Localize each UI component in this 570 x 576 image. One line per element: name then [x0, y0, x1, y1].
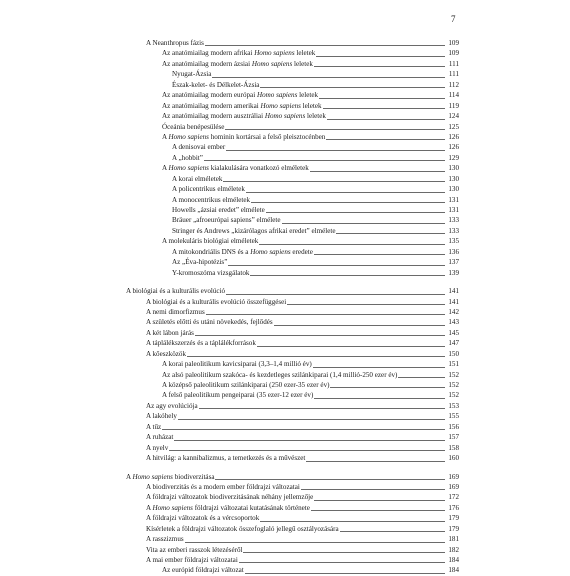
dot-leader: [146, 419, 445, 420]
toc-entry-page: 179: [448, 514, 459, 523]
toc-entry: [126, 286, 459, 296]
toc-entry-title: A Homo sapiens hominin kortársai a felső pleisztocénben: [162, 132, 326, 141]
toc-entry: [162, 90, 459, 100]
toc-entry-title: A születés előtti és utáni növekedés, fejlődés: [146, 318, 273, 327]
toc-entry-title: Howells „ázsiai eredet” elmélete: [172, 206, 265, 214]
toc-entry: [172, 69, 459, 79]
page-number: 7: [451, 14, 456, 24]
toc-entry-title: A Homo sapiens biodiverzitása: [126, 472, 215, 481]
toc-entry-page: 130: [448, 185, 459, 194]
dot-leader: [146, 429, 445, 430]
toc-entry-title: A földrajzi változatok és a vércsoportok: [146, 514, 260, 523]
toc-entry-title: A középső paleolitikum szilánkiparai (250 ezer-35 ezer év): [162, 381, 330, 389]
toc-entry-title: A denisovai ember: [172, 143, 226, 152]
toc-entry: [146, 453, 459, 463]
toc-entry-page: 172: [448, 493, 459, 502]
toc-entry-page: 155: [448, 412, 459, 421]
toc-entry: [172, 247, 459, 257]
toc-entry: [146, 503, 459, 513]
toc-entry: [146, 545, 459, 555]
toc-entry-page: 169: [448, 482, 459, 491]
toc-entry-page: 156: [448, 422, 459, 431]
toc-entry-title: Az alsó paleolitikum szakóca- és kezdetleges szilánkiparai (1,4 millió-250 ezer év): [162, 370, 398, 379]
toc-entry-page: 152: [448, 391, 459, 400]
toc-entry-title: A Neanthropus fázis: [146, 39, 204, 47]
dot-leader: [146, 356, 445, 357]
toc-entry-page: 152: [448, 370, 459, 379]
toc-entry-page: 126: [448, 143, 459, 152]
toc-entry-title: A ruházat: [146, 433, 174, 442]
toc-entry-title: A mitokondriális DNS és a Homo sapiens eredete: [172, 247, 313, 256]
toc-entry-page: 150: [448, 349, 459, 358]
toc-entry: [146, 349, 459, 359]
toc-entry-page: 112: [448, 80, 459, 89]
toc-entry: [172, 226, 459, 236]
toc-entry-page: 157: [448, 433, 459, 442]
toc-entry-title: A korai elméletek: [172, 174, 223, 183]
toc-entry-page: 136: [448, 247, 459, 256]
toc-entry-title: A Homo sapiens kialakulására vonatkozó elméletek: [162, 164, 309, 173]
toc-entry: [146, 338, 459, 348]
toc-entry-title: Y-kromoszóma vizsgálatok: [172, 268, 250, 277]
toc-entry: [172, 142, 459, 152]
toc-entry-page: 142: [448, 307, 459, 316]
toc-entry-page: 147: [448, 339, 459, 348]
toc-entry-title: A tűz: [146, 422, 162, 431]
toc-entry-title: A policentrikus elméletek: [172, 185, 245, 194]
toc-entry-title: A kőeszközök: [146, 349, 186, 358]
dot-leader: [146, 542, 445, 543]
toc-entry-page: 160: [448, 454, 459, 463]
toc-entry-page: 145: [448, 328, 459, 337]
toc-entry: [162, 359, 459, 369]
toc-entry-title: A táplálékszerzés és a táplálékforrások: [146, 339, 256, 348]
toc-entry-page: 124: [448, 112, 459, 121]
toc-entry: [146, 443, 459, 453]
toc-entry-page: 129: [448, 153, 459, 162]
toc-entry: [146, 482, 459, 492]
toc-entry: [172, 215, 459, 225]
toc-entry-title: A nyelv: [146, 443, 169, 452]
toc-entry-title: Bräuer „afroeurópai sapiens” elmélete: [172, 216, 281, 225]
toc-entry: [172, 195, 459, 205]
toc-entry-page: 158: [448, 443, 459, 452]
toc-entry-page: 169: [448, 472, 459, 481]
toc-entry-title: Az agy evolúciója: [146, 401, 198, 410]
toc-entry-title: Észak-kelet- és Délkelet-Ázsia: [172, 80, 260, 89]
toc-entry: [162, 390, 459, 400]
toc-entry-title: A biológiai és a kulturális evolúció: [126, 287, 226, 296]
toc-entry-page: 131: [448, 195, 459, 204]
toc-entry: [162, 111, 459, 121]
toc-entry-title: Nyugat-Ázsia: [172, 70, 212, 79]
toc-entry-title: Az anatómiailag modern ausztráliai Homo sapiens leletek: [162, 112, 326, 121]
toc-entry-title: A nemi dimorfizmus: [146, 307, 205, 316]
toc-entry: [162, 101, 459, 111]
toc-entry: [146, 513, 459, 523]
toc-entry: [162, 48, 459, 58]
toc-entry: [146, 422, 459, 432]
toc-entry-page: 109: [448, 39, 459, 47]
toc-entry: [162, 59, 459, 69]
toc-entry-page: 130: [448, 164, 459, 173]
toc-entry-page: 131: [448, 206, 459, 214]
toc-entry-title: A hitvilág: a kannibalizmus, a temetkezés és a művészet: [146, 454, 306, 463]
toc-entry-title: A biodiverzitás és a modern ember földrajzi változatai: [146, 482, 300, 491]
toc-entry: [162, 380, 459, 390]
toc-entry: [126, 472, 459, 482]
toc-entry: [172, 205, 459, 215]
toc-entry: [172, 257, 459, 267]
toc-entry-title: Az anatómiailag modern európai Homo sapiens leletek: [162, 91, 319, 100]
toc-entry-page: 153: [448, 401, 459, 410]
toc-entry-page: 152: [448, 381, 459, 389]
toc-entry-title: Az európid földrajzi változat: [162, 566, 244, 575]
toc-entry-title: Az „Éva-hipotézis”: [172, 258, 228, 267]
toc-entry-title: Kísérletek a földrajzi változatok összefoglaló jellegű osztályozására: [146, 524, 339, 533]
toc-entry-page: 139: [448, 268, 459, 277]
toc-entry: [146, 317, 459, 327]
toc-entry-title: A lakóhely: [146, 412, 177, 421]
toc-entry: [146, 411, 459, 421]
toc-entry: [146, 555, 459, 565]
toc-entry-page: 111: [448, 70, 459, 79]
toc-entry: [162, 122, 459, 132]
toc-entry-page: 182: [448, 545, 459, 554]
toc-entry-page: 126: [448, 132, 459, 141]
toc-entry-title: A két lábon járás: [146, 328, 194, 337]
toc-entry-page: 114: [448, 91, 459, 100]
toc-entry-page: 181: [448, 535, 459, 544]
toc-entry-page: 176: [448, 503, 459, 512]
toc-entry-page: 151: [448, 360, 459, 369]
toc-entry-page: 137: [448, 258, 459, 267]
toc-entry: [146, 492, 459, 502]
toc-entry-page: 141: [448, 287, 459, 296]
toc-entry-page: 184: [448, 556, 459, 564]
toc-entry: [146, 401, 459, 411]
toc-entry-title: A Homo sapiens földrajzi változatai kutatásának története: [146, 503, 310, 512]
toc-entry-title: A felső paleolitikum pengeiparai (35 ezer-12 ezer év): [162, 391, 314, 400]
toc-entry: [172, 80, 459, 90]
toc-entry: [162, 163, 459, 173]
dot-leader: [146, 440, 445, 441]
toc-entry: [146, 328, 459, 338]
table-of-contents: [126, 38, 459, 576]
toc-entry-page: 179: [448, 524, 459, 533]
toc-entry-title: A „hobbit”: [172, 153, 203, 162]
toc-entry: [146, 534, 459, 544]
toc-entry-page: 141: [448, 297, 459, 306]
toc-entry: [146, 307, 459, 317]
toc-entry-page: 184: [448, 566, 459, 575]
toc-entry-title: Az anatómiailag modern amerikai Homo sapiens leletek: [162, 101, 322, 110]
toc-entry-page: 135: [448, 237, 459, 246]
toc-entry: [172, 153, 459, 163]
toc-entry-title: Óceánia benépesülése: [162, 122, 225, 131]
dot-leader: [172, 160, 445, 161]
toc-entry-page: 111: [448, 59, 459, 68]
toc-entry: [146, 38, 459, 48]
toc-entry: [172, 268, 459, 278]
dot-leader: [172, 77, 445, 78]
toc-entry-title: Az anatómiailag modern ázsiai Homo sapiens leletek: [162, 59, 313, 68]
toc-entry: [146, 432, 459, 442]
toc-entry-page: 130: [448, 174, 459, 183]
toc-entry-title: Stringer és Andrews „kizárólagos afrikai eredet” elmélete: [172, 226, 336, 235]
toc-entry-title: A molekuláris biológiai elméletek: [162, 237, 259, 246]
toc-entry-title: A rasszizmus: [146, 535, 184, 544]
toc-entry-page: 119: [448, 101, 459, 110]
toc-entry: [162, 565, 459, 575]
toc-entry-page: 133: [448, 226, 459, 235]
toc-entry-page: 143: [448, 318, 459, 327]
toc-entry-title: Vita az emberi rasszok létezéséről: [146, 545, 243, 554]
toc-entry-title: A földrajzi változatok biodiverzitásának néhány jellemzője: [146, 493, 314, 502]
toc-entry: [162, 370, 459, 380]
toc-entry: [172, 184, 459, 194]
toc-entry-title: Az anatómiailag modern afrikai Homo sapiens leletek: [162, 49, 316, 58]
toc-entry: [146, 297, 459, 307]
toc-entry: [146, 524, 459, 534]
toc-entry-title: A monocentrikus elméletek: [172, 195, 251, 204]
toc-entry-title: A mai ember földrajzi változatai: [146, 556, 238, 564]
toc-entry: [162, 132, 459, 142]
toc-entry-title: A korai paleolitikum kavicsiparai (3,3–1,4 millió év): [162, 360, 312, 369]
toc-entry-page: 133: [448, 216, 459, 225]
toc-entry-page: 109: [448, 49, 459, 58]
toc-entry: [162, 236, 459, 246]
dot-leader: [146, 450, 445, 451]
toc-entry: [172, 174, 459, 184]
toc-entry-title: A biológiai és a kulturális evolúció összefüggései: [146, 297, 287, 306]
toc-entry-page: 125: [448, 122, 459, 131]
